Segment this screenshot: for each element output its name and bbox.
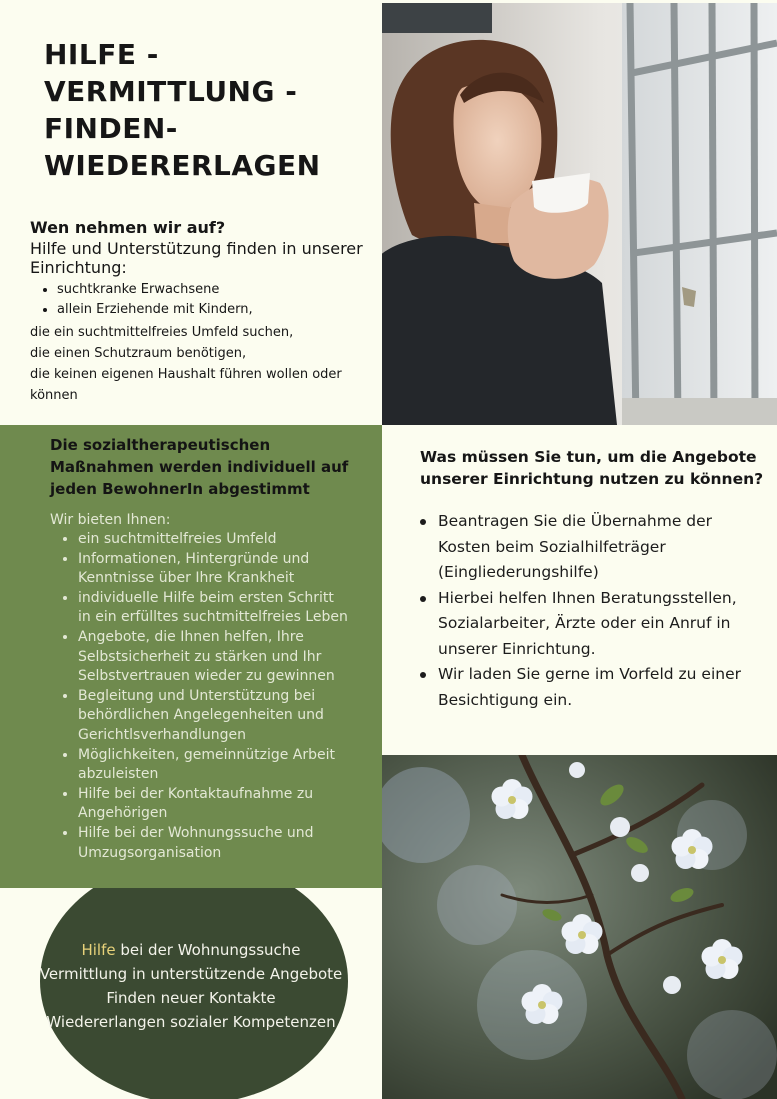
list-item: • Angebote, die Ihnen helfen, Ihre Selbstsicherheit zu stärken und Ihr Selbstvertrauen wieder zu gewinnen [78,628,350,687]
list-item: • suchtkranke Erwachsene [57,280,370,300]
intake-heading: Wen nehmen wir auf? [30,218,226,237]
offers-heading: Die sozialtherapeutischen Maßnahmen werden individuell auf jeden BewohnerIn abgestimmt [50,436,349,498]
summary-text [0,938,382,1034]
list-item: • Möglichkeiten, gemeinnützige Arbeit abzuleisten [78,746,350,785]
list-item: • allein Erziehende mit Kindern, [57,300,370,320]
steps-panel [382,425,777,755]
list-item: • Begleitung und Unterstützung bei behördlichen Angelegenheiten und Gerichtlsverhandlungen [78,687,350,746]
list-item: Hierbei helfen Ihnen Beratungsstellen, Sozialarbeiter, Ärzte oder ein Anruf in unserer Einrichtung. [420,586,750,663]
list-item: • Informationen, Hintergründe und Kenntnisse über Ihre Krankheit [78,550,350,589]
intake-line: die ein suchtmittelfreies Umfeld suchen, [30,325,294,340]
summary-line-rest: bei der Wohnungssuche [115,941,301,959]
summary-panel [0,888,382,1099]
list-item: Beantragen Sie die Übernahme der Kosten beim Sozialhilfeträger (Eingliederungshilfe) [420,509,750,586]
summary-line [0,938,382,962]
summary-accent-word: Hilfe [81,941,116,959]
list-item: • individuelle Hilfe beim ersten Schritt in ein erfülltes suchtmittelfreies Leben [78,589,350,628]
intake-text: Hilfe und Unterstützung finden in unserer Einrichtung: [30,239,363,277]
list-item: • Hilfe bei der Kontaktaufnahme zu Angehörigen [78,785,350,824]
title-line: VERMITTLUNG - [44,75,298,108]
offers-title: Wir bieten Ihnen: [50,512,171,528]
blossom-photo [382,755,777,1099]
summary-line: Finden neuer Kontakte [106,989,276,1007]
offers-panel [0,425,382,888]
page-title [44,36,344,184]
title-line: HILFE - [44,38,159,71]
woman-photo [382,3,777,425]
intake-line: die keinen eigenen Haushalt führen wollen oder können [30,367,342,403]
list-item: • Hilfe bei der Wohnungssuche und Umzugsorganisation [78,824,350,863]
intake-line: die einen Schutzraum benötigen, [30,346,247,361]
offers-section [50,511,350,863]
offers-list [50,530,350,863]
summary-line: Vermittlung in unterstützende Angebote [39,965,343,983]
steps-heading: Was müssen Sie tun, um die Angebote unserer Einrichtung nutzen zu können? [420,448,764,488]
title-line: FINDEN- [44,112,178,145]
intake-section [30,218,370,406]
steps-list [420,509,750,713]
list-item: Wir laden Sie gerne im Vorfeld zu einer Besichtigung ein. [420,662,750,713]
intro-panel [0,0,382,425]
summary-line: Wiedererlangen sozialer Kompetenzen [46,1013,336,1031]
list-item: • ein suchtmittelfreies Umfeld [78,530,350,550]
intake-list [30,280,370,320]
title-line: WIEDERERLAGEN [44,149,321,182]
